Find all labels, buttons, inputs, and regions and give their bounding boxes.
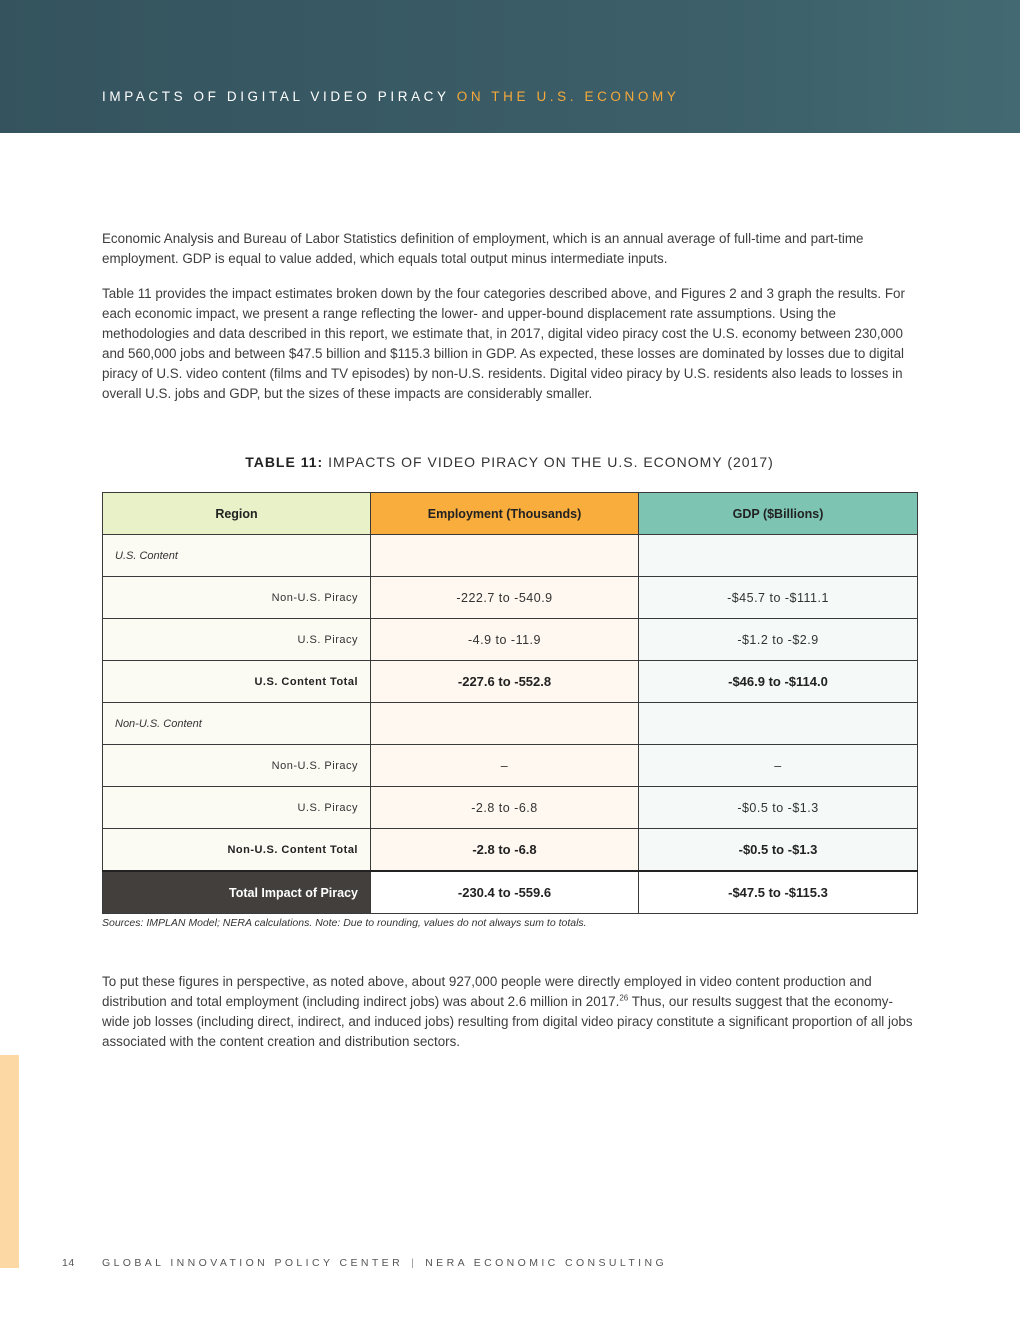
- table-row: [103, 703, 918, 745]
- footer-org-right: NERA ECONOMIC CONSULTING: [425, 1257, 668, 1269]
- table-row: [103, 535, 918, 577]
- employment-cell: -2.8 to -6.8: [371, 829, 639, 872]
- table-title-text: IMPACTS OF VIDEO PIRACY ON THE U.S. ECONOMY (2017): [323, 454, 774, 470]
- employment-cell: -2.8 to -6.8: [371, 787, 639, 829]
- gdp-cell: [639, 703, 918, 745]
- table-row: [103, 745, 918, 787]
- gdp-cell: [639, 535, 918, 577]
- total-label-cell: Total Impact of Piracy: [103, 871, 371, 914]
- table-row-subtotal: [103, 829, 918, 872]
- employment-cell: -222.7 to -540.9: [371, 577, 639, 619]
- region-cell: U.S. Content: [103, 535, 371, 577]
- header-employment: Employment (Thousands): [371, 493, 639, 535]
- footer-separator: |: [411, 1257, 418, 1269]
- gdp-cell: –: [639, 745, 918, 787]
- table-title: [102, 454, 917, 470]
- employment-cell: –: [371, 745, 639, 787]
- region-cell: U.S. Piracy: [103, 619, 371, 661]
- table-row-subtotal: [103, 661, 918, 703]
- footer-org-left: GLOBAL INNOVATION POLICY CENTER: [102, 1257, 404, 1269]
- header-title-accent: ON THE U.S. ECONOMY: [456, 89, 680, 104]
- total-employment-cell: -230.4 to -559.6: [371, 871, 639, 914]
- page-number: 14: [62, 1257, 75, 1269]
- gdp-cell: -$1.2 to -$2.9: [639, 619, 918, 661]
- region-cell: Non-U.S. Piracy: [103, 745, 371, 787]
- header-band: [0, 0, 1020, 133]
- region-cell: Non-U.S. Piracy: [103, 577, 371, 619]
- paragraph-2: Table 11 provides the impact estimates broken down by the four categories described above, and Figures 2 and 3 graph the results. For each economic impact, we present a range reflecting the lower- and upper-bound displacement rate assumptions. Using the methodologies and data described in this report, we estimate that, in 2017, digital video piracy cost the U.S. economy between 230,000 and 560,000 jobs and between $47.5 billion and $115.3 billion in GDP. As expected, these losses are dominated by losses due to digital piracy of U.S. video content (films and TV episodes) by non-U.S. residents. Digital video piracy by U.S. residents also leads to losses in overall U.S. jobs and GDP, but the sizes of these impacts are considerably smaller.: [102, 286, 905, 401]
- table-row-total: [103, 871, 918, 914]
- gdp-cell: -$45.7 to -$111.1: [639, 577, 918, 619]
- employment-cell: [371, 535, 639, 577]
- side-accent-bar: [0, 1055, 19, 1268]
- paragraph-1: Economic Analysis and Bureau of Labor Statistics definition of employment, which is an annual average of full-time and part-time employment. GDP is equal to value added, which equals total output minus intermediate inputs.: [102, 231, 864, 266]
- header-gdp: GDP ($Billions): [639, 493, 918, 535]
- table-sources-note: Sources: IMPLAN Model; NERA calculations. Note: Due to rounding, values do not always sum to totals.: [102, 917, 587, 929]
- table-row: [103, 577, 918, 619]
- total-gdp-cell: -$47.5 to -$115.3: [639, 871, 918, 914]
- employment-cell: -4.9 to -11.9: [371, 619, 639, 661]
- footnote-ref[interactable]: 26: [619, 993, 629, 1003]
- paragraph-3-text-cont: Thus, our results suggest that the economy-wide job losses (including direct, indirect, and induced jobs) resulting from digital video piracy constitute a significant proportion of all jobs associated with the content creation and distribution sectors.: [102, 994, 913, 1049]
- table-row: [103, 619, 918, 661]
- region-cell: Non-U.S. Content: [103, 703, 371, 745]
- employment-cell: -227.6 to -552.8: [371, 661, 639, 703]
- paragraph-3: [102, 972, 914, 1052]
- gdp-cell: -$46.9 to -$114.0: [639, 661, 918, 703]
- table-header-row: [103, 493, 918, 535]
- impact-table: [102, 492, 918, 914]
- footer-org: [102, 1257, 667, 1269]
- paragraph-3-text: To put these figures in perspective, as noted above, about 927,000 people were directly employed in video content production and distribution and total employment (including indirect jobs) was about 2.6 million in 2017.: [102, 974, 872, 1009]
- table-title-label: TABLE 11:: [245, 454, 324, 470]
- gdp-cell: -$0.5 to -$1.3: [639, 829, 918, 872]
- table-row: [103, 787, 918, 829]
- employment-cell: [371, 703, 639, 745]
- region-cell: Non-U.S. Content Total: [103, 829, 371, 872]
- header-region: Region: [103, 493, 371, 535]
- region-cell: U.S. Content Total: [103, 661, 371, 703]
- region-cell: U.S. Piracy: [103, 787, 371, 829]
- page-header-title: [102, 89, 679, 104]
- gdp-cell: -$0.5 to -$1.3: [639, 787, 918, 829]
- header-title-main: IMPACTS OF DIGITAL VIDEO PIRACY: [102, 89, 450, 104]
